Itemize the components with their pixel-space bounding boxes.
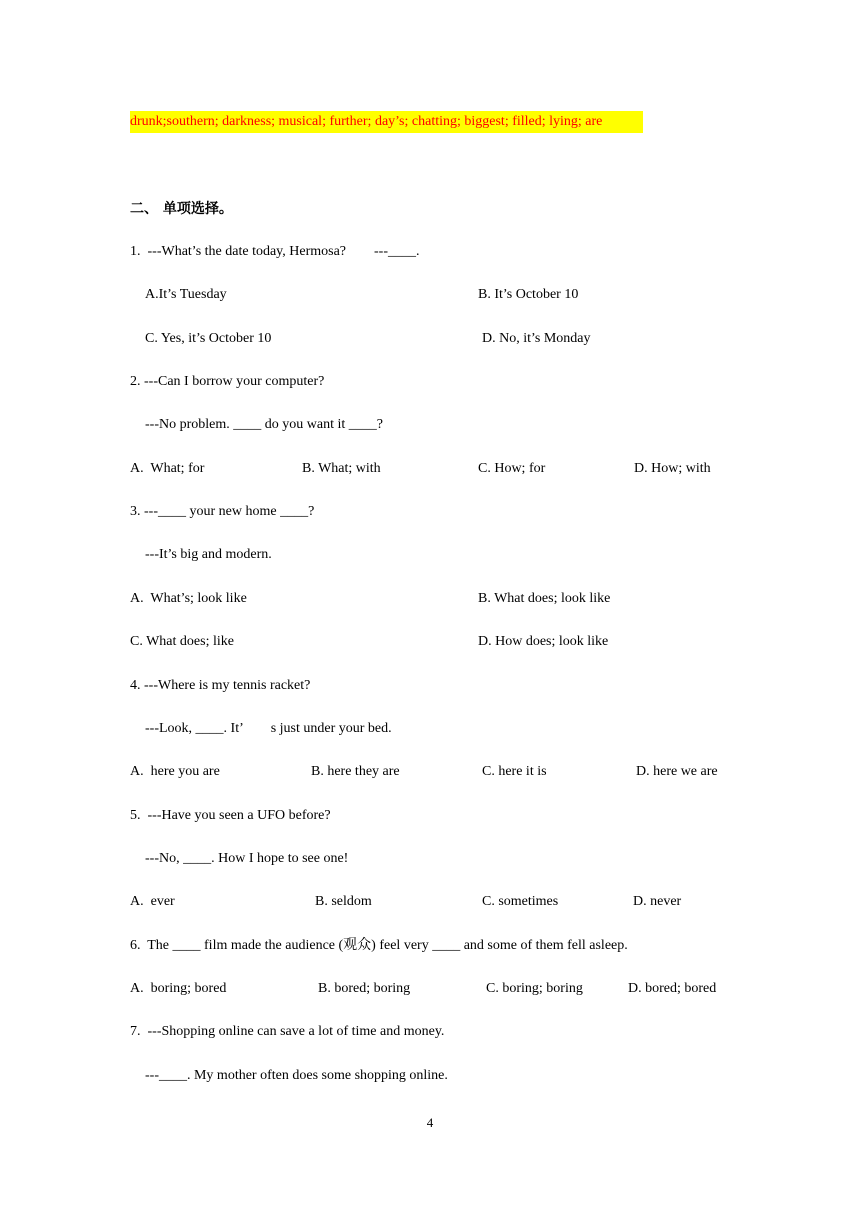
question-6-option-b: B. bored; boring bbox=[318, 981, 411, 996]
question-7-dialog: ---____. My mother often does some shopping online. bbox=[145, 1068, 448, 1083]
question-1-option-b: B. It’s October 10 bbox=[478, 287, 579, 302]
answer-key-highlight: drunk;southern; darkness; musical; further; day’s; chatting; biggest; filled; lying; are bbox=[130, 111, 643, 133]
question-1-option-d: D. No, it’s Monday bbox=[482, 331, 591, 346]
question-5-option-b: B. seldom bbox=[315, 894, 372, 909]
question-2-stem: 2. ---Can I borrow your computer? bbox=[130, 374, 325, 389]
question-2-option-b: B. What; with bbox=[302, 461, 381, 476]
question-6-option-c: C. boring; boring bbox=[486, 981, 583, 996]
question-5-option-c: C. sometimes bbox=[482, 894, 559, 909]
question-6-option-a: A. boring; bored bbox=[130, 981, 227, 996]
question-2-option-c: C. How; for bbox=[478, 461, 546, 476]
question-5-option-d: D. never bbox=[633, 894, 682, 909]
section-heading: 二、 单项选择。 bbox=[130, 201, 233, 217]
question-4-stem: 4. ---Where is my tennis racket? bbox=[130, 678, 311, 693]
question-3-dialog: ---It’s big and modern. bbox=[145, 547, 272, 562]
question-2-dialog: ---No problem. ____ do you want it ____? bbox=[145, 417, 383, 432]
page-number: 4 bbox=[426, 1115, 434, 1130]
question-3-option-d: D. How does; look like bbox=[478, 634, 609, 649]
question-7-stem: 7. ---Shopping online can save a lot of time and money. bbox=[130, 1024, 445, 1039]
question-4-dialog: ---Look, ____. It’ s just under your bed. bbox=[145, 721, 392, 736]
question-6-stem: 6. The ____ film made the audience (观众) feel very ____ and some of them fell asleep. bbox=[130, 938, 628, 953]
question-4-option-d: D. here we are bbox=[636, 764, 718, 779]
question-4-option-c: C. here it is bbox=[482, 764, 547, 779]
question-3-stem: 3. ---____ your new home ____? bbox=[130, 504, 315, 519]
question-3-option-c: C. What does; like bbox=[130, 634, 234, 649]
question-5-stem: 5. ---Have you seen a UFO before? bbox=[130, 808, 331, 823]
question-2-option-a: A. What; for bbox=[130, 461, 205, 476]
question-5-dialog: ---No, ____. How I hope to see one! bbox=[145, 851, 349, 866]
question-1-option-a: A.It’s Tuesday bbox=[145, 287, 227, 302]
question-3-option-b: B. What does; look like bbox=[478, 591, 611, 606]
question-4-option-a: A. here you are bbox=[130, 764, 220, 779]
question-1-stem: 1. ---What’s the date today, Hermosa? ---____. bbox=[130, 244, 420, 259]
question-1-option-c: C. Yes, it’s October 10 bbox=[145, 331, 272, 346]
question-4-option-b: B. here they are bbox=[311, 764, 400, 779]
question-5-option-a: A. ever bbox=[130, 894, 175, 909]
question-3-option-a: A. What’s; look like bbox=[130, 591, 247, 606]
question-2-option-d: D. How; with bbox=[634, 461, 711, 476]
question-6-option-d: D. bored; bored bbox=[628, 981, 717, 996]
